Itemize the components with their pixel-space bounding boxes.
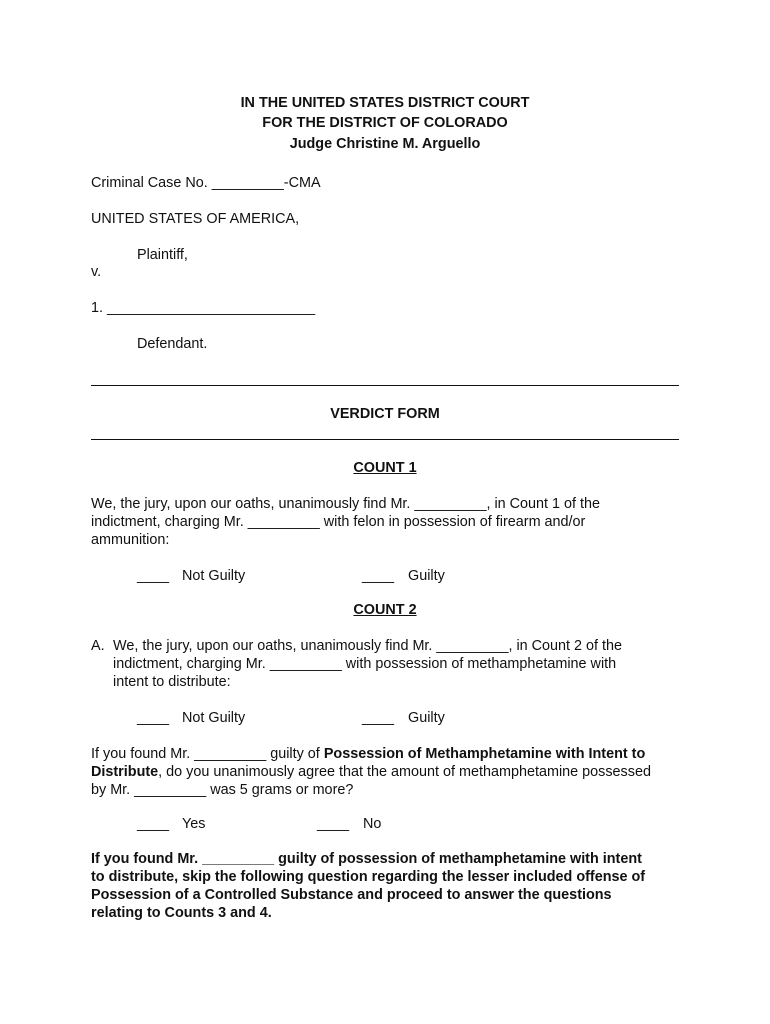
count1-not-guilty-label: Not Guilty [182, 568, 246, 584]
quantity-question-line2 [91, 763, 651, 781]
defendant-line: 1. __________________________ [91, 300, 316, 316]
quantity-yes-blank[interactable]: ____ [137, 816, 170, 832]
quantity-question-line3: by Mr. _________ was 5 grams or more? [91, 782, 354, 798]
court-name-line2: FOR THE DISTRICT OF COLORADO [262, 115, 508, 131]
plaintiff-role: Plaintiff, [137, 247, 188, 263]
quantity-question-text: If you found Mr. _________ guilty of [91, 746, 324, 762]
count1-text-line2: indictment, charging Mr. _________ with felon in possession of firearm and/or [91, 514, 586, 530]
count2-not-guilty-label: Not Guilty [182, 710, 246, 726]
quantity-question-text-cont: , do you unanimously agree that the amount of methamphetamine possessed [158, 764, 651, 780]
count2-guilty-blank[interactable]: ____ [362, 710, 395, 726]
judge-name: Judge Christine M. Arguello [289, 136, 481, 152]
defendant-role: Defendant. [137, 336, 208, 352]
instruction-line3: Possession of a Controlled Substance and proceed to answer the questions [91, 887, 612, 903]
quantity-no-blank[interactable]: ____ [317, 816, 350, 832]
count2-guilty-label: Guilty [408, 710, 445, 726]
quantity-no-label: No [363, 816, 382, 832]
count2-heading: COUNT 2 [353, 602, 417, 618]
instruction-line4: relating to Counts 3 and 4. [91, 905, 272, 921]
count2-text-line2: indictment, charging Mr. _________ with possession of methamphetamine with [113, 656, 617, 672]
count2-text-line1: We, the jury, upon our oaths, unanimously find Mr. _________, in Count 2 of the [113, 638, 623, 654]
quantity-yes-label: Yes [182, 816, 206, 832]
divider-top [91, 385, 679, 386]
count1-guilty-label: Guilty [408, 568, 445, 584]
count1-text-line3: ammunition: [91, 532, 170, 548]
count1-heading: COUNT 1 [353, 460, 417, 476]
count1-guilty-blank[interactable]: ____ [362, 568, 395, 584]
form-title: VERDICT FORM [330, 406, 440, 422]
count2-item-marker: A. [91, 638, 105, 654]
divider-bottom [91, 439, 679, 440]
court-name-line1: IN THE UNITED STATES DISTRICT COURT [240, 95, 530, 111]
versus: v. [91, 264, 102, 280]
instruction-line2: to distribute, skip the following question regarding the lesser included offense of [91, 869, 646, 885]
count2-not-guilty-blank[interactable]: ____ [137, 710, 170, 726]
quantity-question-line1 [91, 745, 645, 763]
count1-not-guilty-blank[interactable]: ____ [137, 568, 170, 584]
count1-text-line1: We, the jury, upon our oaths, unanimously find Mr. _________, in Count 1 of the [91, 496, 601, 512]
case-number: Criminal Case No. _________-CMA [91, 175, 321, 191]
quantity-question-offense: Possession of Methamphetamine with Intent to [323, 746, 646, 762]
quantity-question-offense-end: Distribute [91, 764, 159, 780]
plaintiff-name: UNITED STATES OF AMERICA, [91, 211, 300, 227]
count2-text-line3: intent to distribute: [113, 674, 231, 690]
instruction-line1: If you found Mr. _________ guilty of possession of methamphetamine with intent [91, 851, 642, 867]
